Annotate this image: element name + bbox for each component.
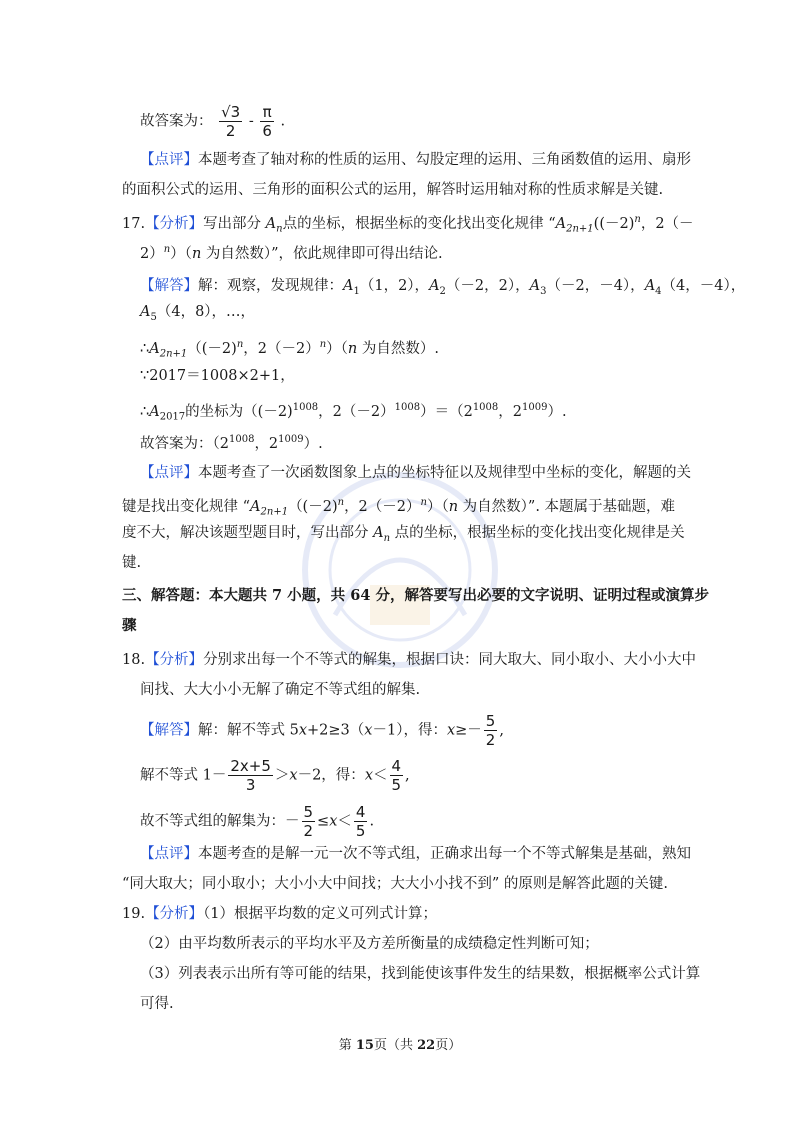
text: （1）根据平均数的定义可列式计算； bbox=[203, 906, 438, 922]
q17-answer-line2 bbox=[140, 302, 255, 328]
comment-tag: 【点评】 bbox=[140, 846, 198, 862]
text: “同大取大；同小取小；大小小大中间找；大大小小找不到” 的原则是解答此题的关键. bbox=[122, 876, 669, 892]
text: 的面积公式的运用、三角形的面积公式的运用，解答时运用轴对称的性质求解是关键. bbox=[122, 182, 664, 198]
text: ∵2017＝1008×2+1， bbox=[140, 368, 295, 384]
text: , bbox=[405, 767, 410, 784]
question-number: 17. bbox=[122, 215, 146, 232]
text: （(－2) bbox=[288, 498, 338, 515]
text: ，2（－2） bbox=[243, 340, 320, 357]
text: 故不等式组的解集为：－ bbox=[140, 813, 300, 830]
text: 可得. bbox=[140, 996, 174, 1012]
answer-line-16 bbox=[140, 103, 285, 140]
q17-answer-line4 bbox=[140, 366, 295, 386]
subscript: 2017 bbox=[159, 411, 186, 423]
q18-answer-line1 bbox=[140, 712, 504, 749]
text: 骤 bbox=[122, 617, 137, 634]
text: ）. bbox=[547, 403, 567, 420]
superscript: n bbox=[236, 339, 244, 350]
question-number: 19. bbox=[122, 906, 146, 922]
text: 的坐标为（(－2) bbox=[185, 403, 293, 420]
text: 度不大，解决该题型题目时，写出部分 bbox=[122, 525, 374, 541]
text: x bbox=[289, 767, 298, 784]
superscript: n bbox=[163, 244, 171, 255]
subscript: 2n+1 bbox=[260, 506, 289, 518]
q18-comment-line1 bbox=[140, 844, 691, 864]
text: ∴ bbox=[140, 403, 150, 420]
text: 键. bbox=[122, 555, 142, 571]
denominator: 3 bbox=[245, 776, 256, 794]
numerator: 5 bbox=[303, 803, 314, 821]
q17-comment-line2 bbox=[122, 493, 675, 523]
denominator: 5 bbox=[355, 822, 366, 840]
text: 分别求出每一个不等式的解集，根据口诀：同大取大、同小取小、大小小大中 bbox=[203, 652, 697, 668]
numerator: 4 bbox=[391, 757, 402, 775]
q19-analysis-line3 bbox=[140, 964, 700, 984]
page-footer bbox=[0, 1034, 800, 1053]
text: +2≥3（ bbox=[307, 722, 365, 739]
q18-solution-set bbox=[140, 803, 374, 840]
text: A bbox=[149, 403, 160, 420]
text: 页（共 bbox=[373, 1038, 418, 1053]
numerator: π bbox=[260, 103, 274, 122]
text: . bbox=[369, 813, 375, 830]
text: －1），得： bbox=[372, 722, 447, 739]
q19-analysis-line2 bbox=[140, 934, 599, 954]
text: ）（ bbox=[170, 245, 192, 262]
subscript: 2 bbox=[439, 285, 446, 297]
text: 本题考查了一次函数图象上点的坐标特征以及规律型中坐标的变化，解题的关 bbox=[198, 465, 691, 481]
superscript: n bbox=[634, 214, 641, 225]
superscript: 1008 bbox=[472, 402, 499, 413]
fraction bbox=[228, 757, 273, 794]
fraction bbox=[354, 803, 368, 840]
text: ）＝（2 bbox=[420, 403, 473, 420]
text: ≤ bbox=[317, 813, 330, 830]
text: ）（ bbox=[426, 498, 449, 515]
text: 故答案为： bbox=[140, 113, 213, 130]
comment-tag: 【点评】 bbox=[140, 465, 198, 481]
text: 解不等式 1－ bbox=[140, 767, 227, 784]
comment-16-line2 bbox=[122, 180, 663, 200]
numerator: 2x+5 bbox=[230, 757, 271, 775]
text: - bbox=[248, 113, 254, 130]
text: 2） bbox=[140, 245, 164, 262]
numerator: √3 bbox=[221, 103, 241, 121]
subscript: 2n+1 bbox=[566, 223, 594, 235]
text: 写出部分 bbox=[203, 215, 266, 232]
answer-tag: 【解答】 bbox=[140, 278, 198, 294]
text: A bbox=[250, 498, 261, 515]
q17-answer-line5 bbox=[140, 398, 567, 428]
text: ，2（－ bbox=[640, 215, 694, 232]
text: 本题考查了轴对称的性质的运用、勾股定理的运用、三角函数值的运用、扇形 bbox=[198, 152, 691, 168]
text: x bbox=[364, 767, 373, 784]
superscript: 1008 bbox=[292, 402, 319, 413]
q17-final-answer bbox=[140, 430, 323, 454]
text: 为自然数）. bbox=[357, 340, 439, 357]
text: 第 bbox=[338, 1038, 356, 1053]
comment-tag: 【点评】 bbox=[140, 152, 198, 168]
page-number: 15 bbox=[355, 1038, 374, 1053]
q18-analysis-line1 bbox=[122, 650, 696, 670]
fraction bbox=[260, 103, 274, 140]
text: （2）由平均数所表示的平均水平及方差所衡量的成绩稳定性判断可知； bbox=[140, 936, 599, 952]
text: x bbox=[364, 722, 373, 739]
subscript: 2n+1 bbox=[159, 348, 188, 360]
analysis-tag: 【分析】 bbox=[145, 215, 204, 232]
superscript: 1009 bbox=[522, 402, 548, 413]
denominator: 6 bbox=[262, 122, 272, 140]
text: A bbox=[140, 304, 151, 320]
superscript: n bbox=[337, 497, 345, 508]
numerator: 4 bbox=[355, 803, 366, 821]
q17-answer-line1 bbox=[140, 276, 745, 302]
text: ＜ bbox=[373, 767, 388, 784]
text: ＞ bbox=[274, 767, 290, 784]
q18-analysis-line2 bbox=[140, 680, 420, 700]
text: n bbox=[191, 245, 202, 262]
text: A bbox=[265, 215, 277, 232]
superscript: 1008 bbox=[228, 434, 255, 445]
text: 为自然数）”. 本题属于基础题，难 bbox=[458, 498, 676, 515]
question-number: 18. bbox=[122, 652, 146, 668]
text: ≥－ bbox=[455, 722, 482, 739]
q17-analysis-line2 bbox=[140, 240, 443, 264]
analysis-tag: 【分析】 bbox=[145, 652, 204, 668]
text: 键是找出变化规律 “ bbox=[122, 498, 251, 515]
text: A bbox=[343, 278, 354, 294]
fraction bbox=[219, 103, 242, 140]
text: , bbox=[499, 722, 504, 739]
q17-answer-line3 bbox=[140, 335, 439, 365]
superscript: n bbox=[319, 339, 327, 350]
text: ，2 bbox=[498, 403, 522, 420]
text: 解：解不等式 5 bbox=[198, 722, 299, 739]
text: . bbox=[280, 113, 286, 130]
denominator: 2 bbox=[225, 122, 236, 140]
text: 故答案为：（2 bbox=[140, 435, 229, 452]
q18-comment-line2 bbox=[122, 874, 668, 894]
q17-comment-line1 bbox=[140, 463, 691, 483]
text: 本题考查的是解一元一次不等式组，正确求出每一个不等式解集是基础，熟知 bbox=[198, 846, 691, 862]
q17-comment-line3 bbox=[122, 523, 685, 549]
text: ((－2) bbox=[593, 215, 635, 232]
text: 点的坐标，根据坐标的变化找出变化规律 “ bbox=[282, 215, 556, 232]
denominator: 2 bbox=[485, 731, 496, 749]
q18-answer-line2 bbox=[140, 757, 410, 794]
answer-tag: 【解答】 bbox=[140, 722, 198, 739]
text: ）. bbox=[303, 435, 323, 452]
subscript: n bbox=[383, 532, 391, 544]
text: ＜ bbox=[337, 813, 352, 830]
text: n bbox=[347, 340, 358, 357]
subscript: n bbox=[276, 223, 283, 235]
subscript: 4 bbox=[655, 285, 662, 297]
text: A bbox=[373, 525, 384, 541]
superscript: 1009 bbox=[278, 434, 304, 445]
text: （－2，2）， bbox=[445, 278, 530, 294]
text: ）（ bbox=[326, 340, 348, 357]
text: ，2（－2） bbox=[318, 403, 395, 420]
text: （(－2) bbox=[187, 340, 237, 357]
section-3-heading bbox=[122, 586, 709, 606]
text: －2，得： bbox=[297, 767, 365, 784]
denominator: 2 bbox=[303, 822, 314, 840]
fraction bbox=[302, 803, 316, 840]
q19-analysis-line4 bbox=[140, 994, 174, 1014]
superscript: n bbox=[420, 497, 427, 508]
text: ，2 bbox=[254, 435, 279, 452]
text: x bbox=[446, 722, 456, 739]
text: 三、解答题：本大题共 7 小题，共 64 分，解答要写出必要的文字说明、证明过程或演算步 bbox=[122, 587, 709, 604]
text: ，2（－2） bbox=[344, 498, 421, 515]
text: （4，8），…， bbox=[156, 304, 256, 320]
text: A bbox=[429, 278, 440, 294]
text: A bbox=[644, 278, 656, 294]
subscript: 3 bbox=[540, 285, 547, 297]
fraction bbox=[390, 757, 404, 794]
page-total: 22 bbox=[417, 1038, 436, 1053]
q19-analysis-line1 bbox=[122, 904, 437, 924]
text: x bbox=[329, 813, 338, 830]
subscript: 5 bbox=[150, 311, 157, 323]
text: n bbox=[448, 498, 459, 515]
text: （3）列表表示出所有等可能的结果，找到能使该事件发生的结果数，根据概率公式计算 bbox=[140, 966, 701, 982]
text: 解：观察，发现规律： bbox=[198, 278, 343, 294]
text: x bbox=[298, 722, 308, 739]
text: ∴ bbox=[140, 340, 150, 357]
subscript: 1 bbox=[353, 285, 360, 297]
text: 点的坐标，根据坐标的变化找出变化规律是关 bbox=[390, 525, 685, 541]
text: A bbox=[149, 340, 160, 357]
superscript: 1008 bbox=[394, 402, 421, 413]
text: （4，－4）， bbox=[661, 278, 746, 294]
text: 间找、大大小小无解了确定不等式组的解集. bbox=[140, 682, 421, 698]
text: （－2，－4）， bbox=[546, 278, 645, 294]
analysis-tag: 【分析】 bbox=[145, 906, 204, 922]
fraction bbox=[484, 712, 498, 749]
section-3-heading-cont bbox=[122, 616, 137, 636]
numerator: 5 bbox=[485, 712, 496, 730]
q17-analysis-line1: 17.【分析】写出部分 $A_n$点的坐标，根据坐标的变化找出变化规律 “$A_{2n+1}((-2)^n$，2（－ bbox=[122, 214, 694, 235]
comment-16-line1 bbox=[140, 150, 691, 170]
text: 页） bbox=[435, 1038, 462, 1053]
text: A bbox=[529, 278, 541, 294]
denominator: 5 bbox=[391, 776, 402, 794]
text: （1，2）， bbox=[359, 278, 430, 294]
text: 为自然数）”，依此规律即可得出结论. bbox=[201, 245, 443, 262]
q17-comment-line4 bbox=[122, 553, 141, 573]
